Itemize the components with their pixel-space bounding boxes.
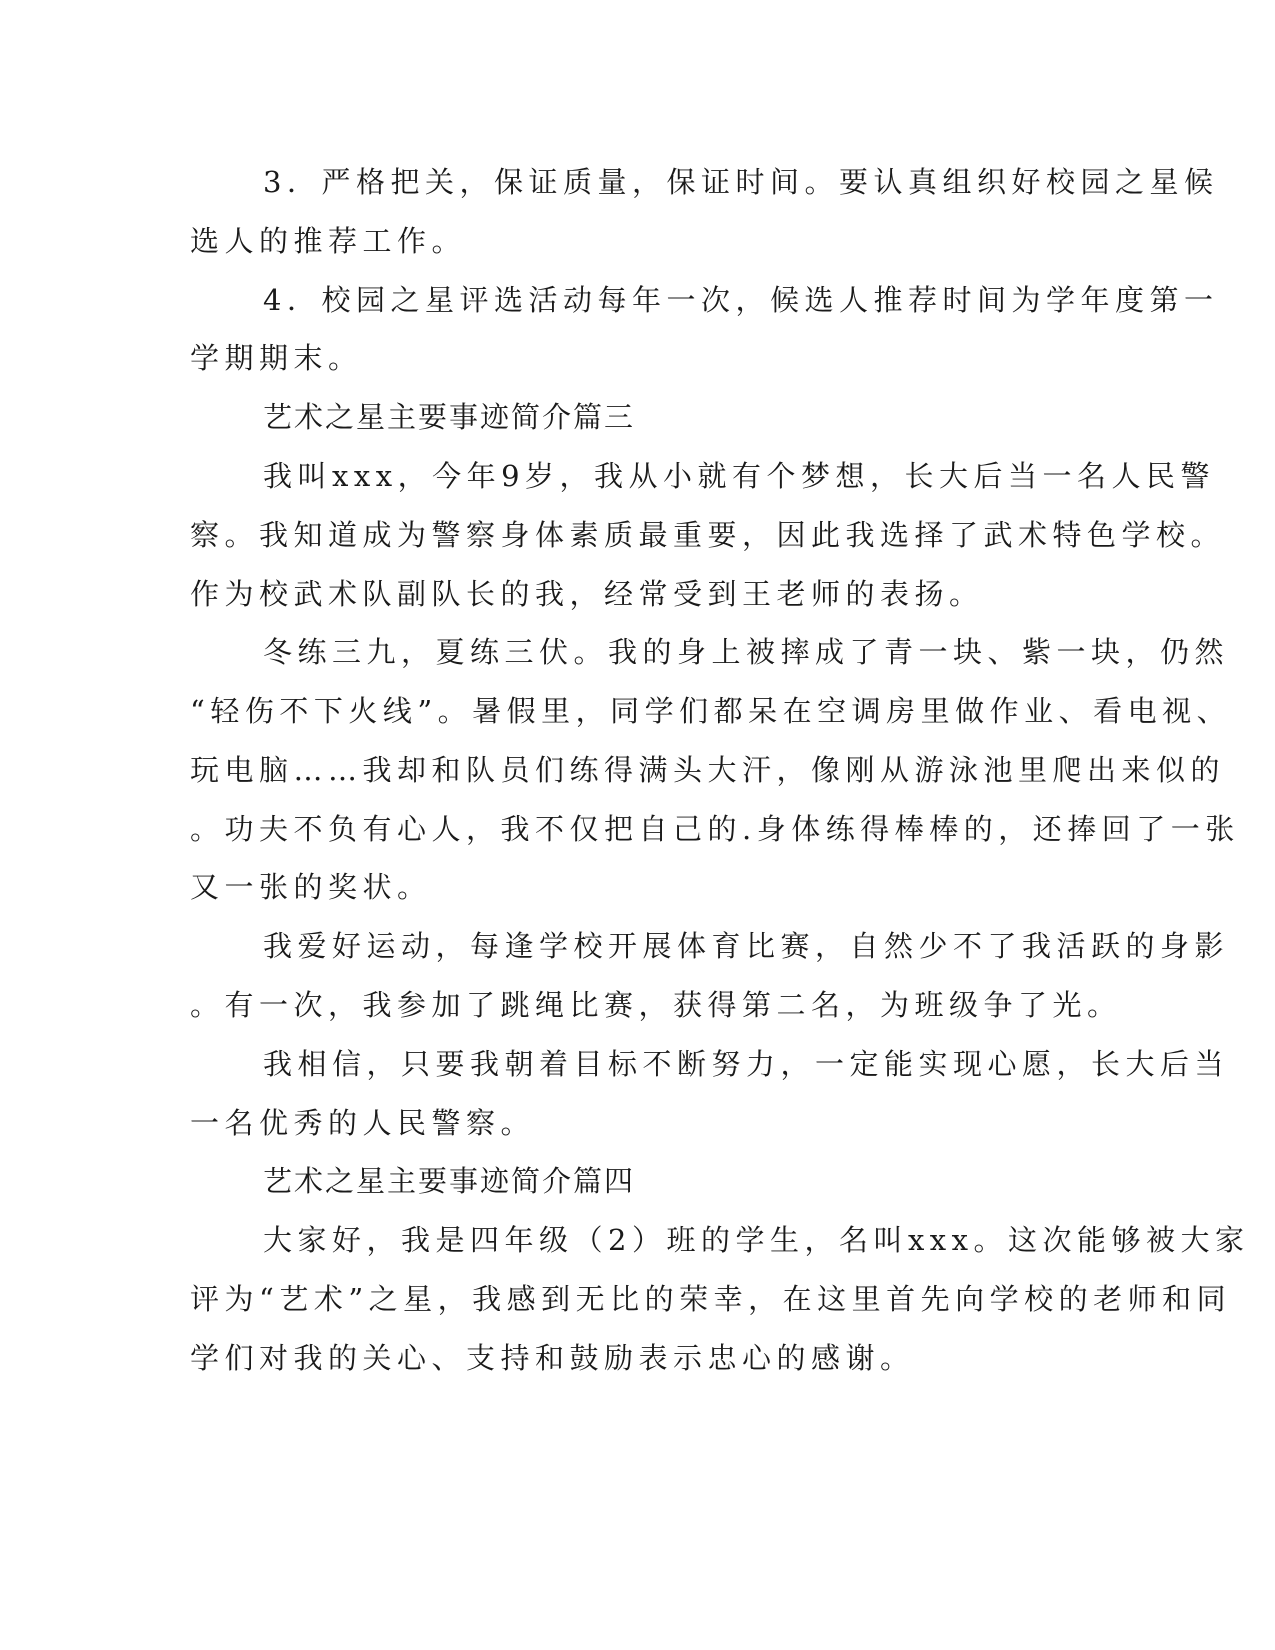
text-line: 我叫xxx，今年9岁，我从小就有个梦想，长大后当一名人民警 (263, 459, 1216, 493)
text-line: 。有一次，我参加了跳绳比赛，获得第二名，为班级争了光。 (190, 988, 1122, 1022)
text-line: 学期期末。 (190, 341, 363, 375)
text-line: “轻伤不下火线”。暑假里，同学们都呆在空调房里做作业、看电视、 (190, 694, 1232, 728)
text-line: 又一张的奖状。 (190, 870, 432, 904)
section-heading: 艺术之星主要事迹简介篇四 (263, 1164, 636, 1198)
text-line: 学们对我的关心、支持和鼓励表示忠心的感谢。 (190, 1341, 915, 1375)
text-line: 玩电脑……我却和队员们练得满头大汗，像刚从游泳池里爬出来似的 (190, 753, 1226, 787)
text-line: 大家好，我是四年级（2）班的学生，名叫xxx。这次能够被大家 (263, 1223, 1250, 1257)
text-line: 。功夫不负有心人，我不仅把自己的.身体练得棒棒的，还捧回了一张 (190, 812, 1240, 846)
text-line: 我爱好运动，每逢学校开展体育比赛，自然少不了我活跃的身影 (263, 929, 1230, 963)
text-line: 评为“艺术”之星，我感到无比的荣幸，在这里首先向学校的老师和同 (190, 1282, 1232, 1316)
text-line: 冬练三九，夏练三伏。我的身上被摔成了青一块、紫一块，仍然 (263, 635, 1230, 669)
section-heading: 艺术之星主要事迹简介篇三 (263, 400, 636, 434)
text-line: 选人的推荐工作。 (190, 224, 467, 258)
text-line: 4．校园之星评选活动每年一次，候选人推荐时间为学年度第一 (263, 283, 1219, 317)
text-line: 我相信，只要我朝着目标不断努力，一定能实现心愿，长大后当 (263, 1047, 1230, 1081)
text-line: 一名优秀的人民警察。 (190, 1106, 536, 1140)
text-line: 作为校武术队副队长的我，经常受到王老师的表扬。 (190, 577, 984, 611)
text-line: 察。我知道成为警察身体素质最重要，因此我选择了武术特色学校。 (190, 518, 1226, 552)
text-line: 3．严格把关，保证质量，保证时间。要认真组织好校园之星候 (263, 165, 1219, 199)
